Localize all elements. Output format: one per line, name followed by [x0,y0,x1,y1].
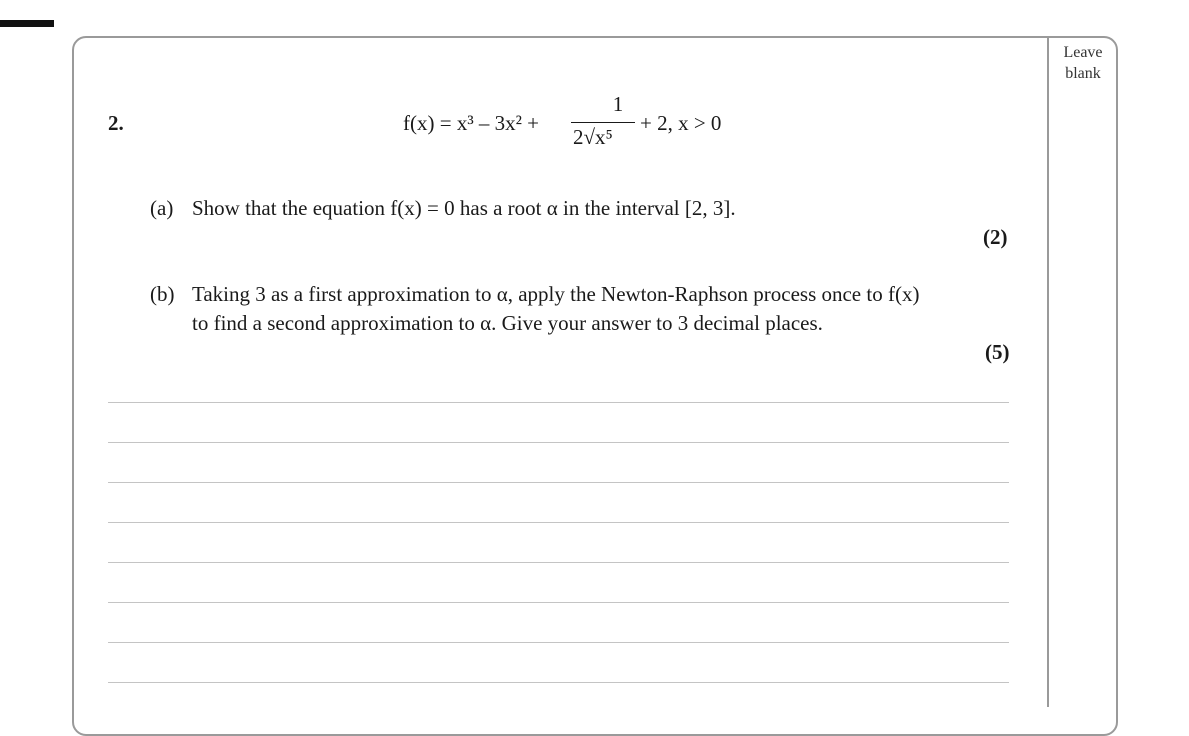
page-margin-mark [0,20,54,27]
answer-line [108,562,1009,563]
answer-line [108,402,1009,403]
answer-line [108,522,1009,523]
part-b-line2: to find a second approximation to α. Give your answer to 3 decimal places. [192,311,823,335]
part-a [150,196,736,221]
blank-label: blank [1065,65,1101,82]
part-b-label: (b) [150,282,175,306]
leave-blank-label [1050,42,1116,84]
answer-line [108,602,1009,603]
part-b-line1: Taking 3 as a first approximation to α, apply the Newton-Raphson process once to f(x) [192,282,920,306]
part-b [150,282,919,307]
part-a-label: (a) [150,196,174,220]
fraction-numerator: 1 [612,92,624,116]
formula-rhs: + 2, x > 0 [640,111,722,135]
fraction-bar [571,122,635,123]
answer-line [108,482,1009,483]
fraction-denominator: 2√x⁵ [573,125,613,149]
answer-line [108,682,1009,683]
answer-line [108,442,1009,443]
leave-blank-divider [1047,37,1049,707]
answer-line [108,642,1009,643]
part-a-text: Show that the equation f(x) = 0 has a root α in the interval [2, 3]. [192,196,736,220]
leave-label: Leave [1063,44,1103,61]
formula-lhs: f(x) = x³ – 3x² + [403,111,540,135]
question-number: 2. [108,111,124,135]
part-b-marks: (5) [985,340,1010,364]
part-a-marks: (2) [983,225,1008,249]
